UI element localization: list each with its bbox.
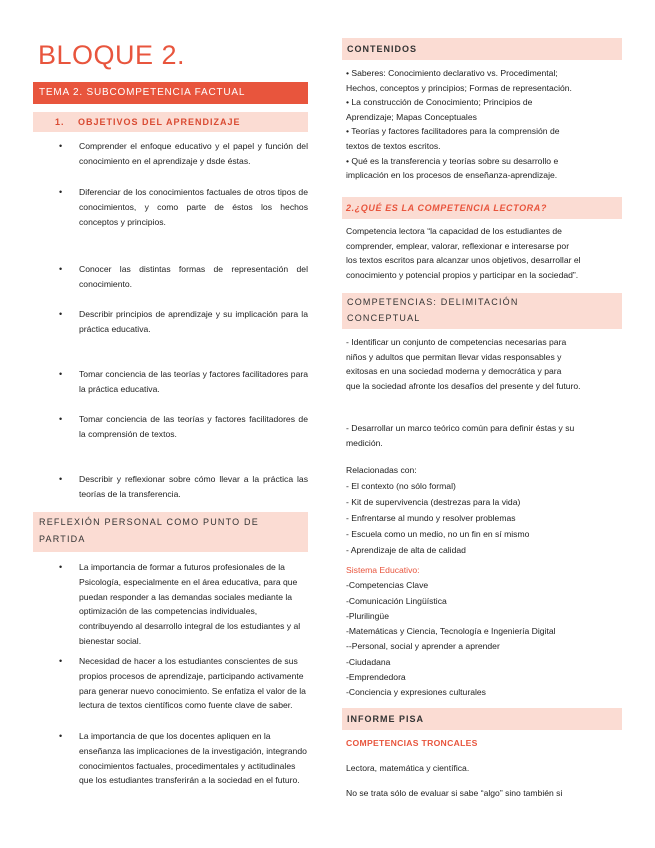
troncales-text: Lectora, matemática y científica. — [346, 763, 470, 773]
sistema-title: Sistema Educativo: — [346, 565, 420, 575]
contenidos-header: CONTENIDOS — [342, 38, 622, 60]
reflexion-item: • La importancia de que los docentes apliquen en la enseñanza las implicaciones de la investigación, integrando conocimientos factuales, procedimentales y actitudinales que los estudiantes transferirán a la sociedad en el futuro. — [59, 731, 307, 786]
bullet-icon: • — [59, 141, 63, 151]
reflexion-item: • Necesidad de hacer a los estudiantes conscientes de sus propios procesos de aprendizaje, participando activamente para generar nuevo conocimiento. Se enfatiza el valor de la lectura de textos científicos como fuente clave de saber. — [59, 656, 306, 711]
competencias-header-line2: CONCEPTUAL — [347, 313, 421, 323]
bullet-icon: • — [59, 369, 63, 379]
reflexion-header-line1: REFLEXIÓN PERSONAL COMO PUNTO DE — [39, 517, 259, 527]
objetivo-item: • Conocer las distintas formas de representación del conocimiento. — [59, 264, 308, 289]
competencias-text: - Identificar un conjunto de competencias necesarias para niños y adultos que permitan llevar vidas responsables y exitosas en una sociedad moderna y democrática y para que la sociedad afronte los desafíos del presente y del futuro. — [346, 337, 581, 391]
competencias-header-line1: COMPETENCIAS: DELIMITACIÓN — [347, 297, 519, 307]
objetivos-number: 1. — [55, 117, 65, 127]
troncales-title: COMPETENCIAS TRONCALES — [346, 738, 478, 748]
pisa-header: INFORME PISA — [342, 708, 622, 730]
reflexion-item: • La importancia de formar a futuros profesionales de la Psicología, especialmente en el área educativa, para que puedan responder a las demandas sociales mediante la optimización de las competencias individuales, contribuyendo al desarrollo integral de los estudiantes y al bienestar social. — [59, 562, 301, 646]
objetivo-item: • Tomar conciencia de las teorías y factores facilitadores para la práctica educativa. — [59, 369, 308, 394]
objetivos-label: OBJETIVOS DEL APRENDIZAJE — [78, 117, 241, 127]
relacionadas-list: Relacionadas con: - El contexto (no sólo formal) - Kit de supervivencia (destrezas para la vida) - Enfrentarse al mundo y resolver problemas - Escuela como un medio, no un fin en sí mismo - Aprendizaje de alta de calidad — [346, 465, 530, 555]
competencia-lectora-header — [342, 197, 622, 219]
contenidos-text: • Saberes: Conocimiento declarativo vs. Procedimental; Hechos, conceptos y principios; Formas de representación. • La construcción de Conocimiento; Principios de Aprendizaje; Mapas Conceptuales • Teorías y factores facilitadores para la comprensión de textos de textos escritos. • Qué es la transferencia y teorías sobre su desarrollo e implicación en los procesos de enseñanza-aprendizaje. — [346, 68, 572, 181]
sistema-list: Sistema Educativo: -Competencias Clave -Comunicación Lingüística -Plurilingüe -Matemáticas y Ciencia, Tecnología e Ingeniería Digital --Personal, social y aprender a aprender -Ciudadana -Emprendedora -Conciencia y expresiones culturales — [346, 563, 626, 701]
bullet-icon: • — [59, 187, 63, 197]
bullet-icon: • — [59, 414, 63, 424]
tema-header: TEMA 2. SUBCOMPETENCIA FACTUAL — [33, 82, 308, 104]
reflexion-header-line2: PARTIDA — [39, 534, 86, 544]
competencias-text-2: - Desarrollar un marco teórico común para definir éstas y su medición. — [346, 423, 575, 448]
competencia-lectora-title: 2.¿QUÉ ES LA COMPETENCIA LECTORA? — [346, 203, 547, 213]
objetivo-item: • Tomar conciencia de las teorías y factores facilitadores de la comprensión de textos. — [59, 414, 308, 439]
objetivos-header — [33, 112, 308, 132]
objetivo-item: • Describir y reflexionar sobre cómo llevar a la práctica las teorías de la transferencia. — [59, 474, 308, 499]
pisa-text: No se trata sólo de evaluar si sabe “algo” sino también si — [346, 788, 563, 798]
objetivo-item: • Describir principios de aprendizaje y su implicación para la práctica educativa. — [59, 309, 308, 334]
competencias-header — [342, 293, 622, 329]
bullet-icon: • — [59, 562, 63, 572]
bullet-icon: • — [59, 264, 63, 274]
objetivo-item: • Diferenciar de los conocimientos factuales de otros tipos de conocimientos, y como parte de éstos los hechos conceptos y principios. — [59, 187, 308, 227]
competencia-lectora-text: Competencia lectora “la capacidad de los estudiantes de comprender, emplear, valorar, reflexionar e interesarse por los textos escritos para alcanzar unos objetivos, desarrollar el conocimiento y potencial propios y participar en la sociedad”. — [346, 226, 581, 280]
page-title: BLOQUE 2. — [38, 40, 186, 70]
objetivo-item: • Comprender el enfoque educativo y el papel y función del conocimiento en el aprendizaje y dsde éstas. — [59, 141, 308, 166]
bullet-icon: • — [59, 309, 63, 319]
bullet-icon: • — [59, 731, 63, 741]
bullet-icon: • — [59, 656, 63, 666]
reflexion-header — [33, 512, 308, 552]
bullet-icon: • — [59, 474, 63, 484]
